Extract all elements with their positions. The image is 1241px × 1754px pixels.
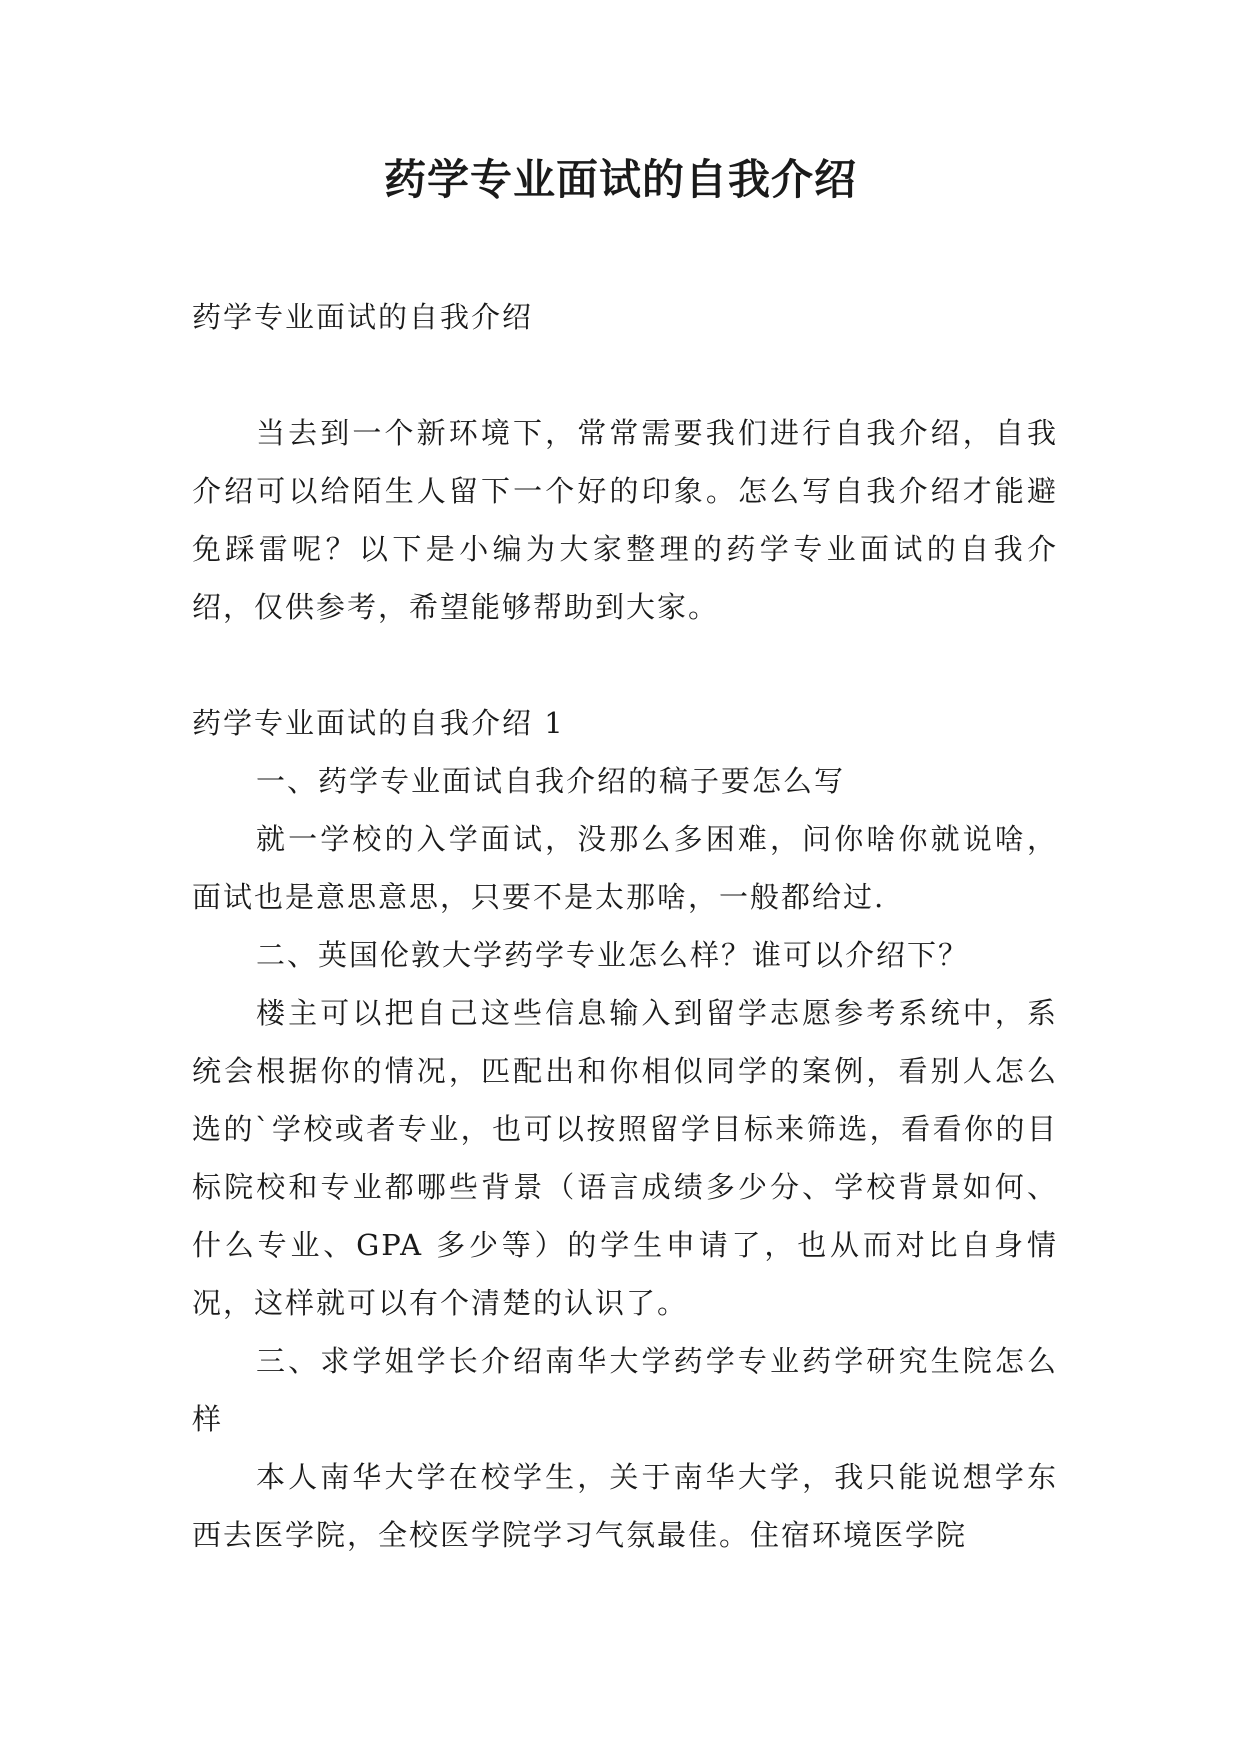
section-heading: 药学专业面试的自我介绍 1 [192, 706, 565, 740]
intro-paragraph: 当去到一个新环境下，常常需要我们进行自我介绍，自我介绍可以给陌生人留下一个好的印象。怎么写自我介绍才能避免踩雷呢？以下是小编为大家整理的药学专业面试的自我介绍，仅供参考，希望能够帮助到大家。 [192, 416, 1058, 624]
answer-paragraph-2: 楼主可以把自己这些信息输入到留学志愿参考系统中，系统会根据你的情况，匹配出和你相似同学的案例，看别人怎么选的`学校或者专业，也可以按照留学目标来筛选，看看你的目标院校和专业都哪些背景（语言成绩多少分、学校背景如何、什么专业、GPA 多少等）的学生申请了，也从而对比自身情况，这样就可以有个清楚的认识了。 [192, 996, 1058, 1320]
question-heading-2: 二、英国伦敦大学药学专业怎么样？谁可以介绍下？ [256, 938, 970, 972]
question-heading-3: 三、求学姐学长介绍南华大学药学专业药学研究生院怎么样 [192, 1344, 1058, 1436]
document-body [192, 288, 1058, 1564]
answer-paragraph-1: 就一学校的入学面试，没那么多困难，问你啥你就说啥，面试也是意思意思，只要不是太那啥，一般都给过. [192, 822, 1058, 914]
answer-paragraph-3: 本人南华大学在校学生，关于南华大学，我只能说想学东西去医学院，全校医学院学习气氛最佳。住宿环境医学院 [192, 1460, 1058, 1552]
document-subtitle: 药学专业面试的自我介绍 [192, 300, 534, 334]
document-title: 药学专业面试的自我介绍 [383, 155, 857, 204]
question-heading-1: 一、药学专业面试自我介绍的稿子要怎么写 [256, 764, 846, 798]
